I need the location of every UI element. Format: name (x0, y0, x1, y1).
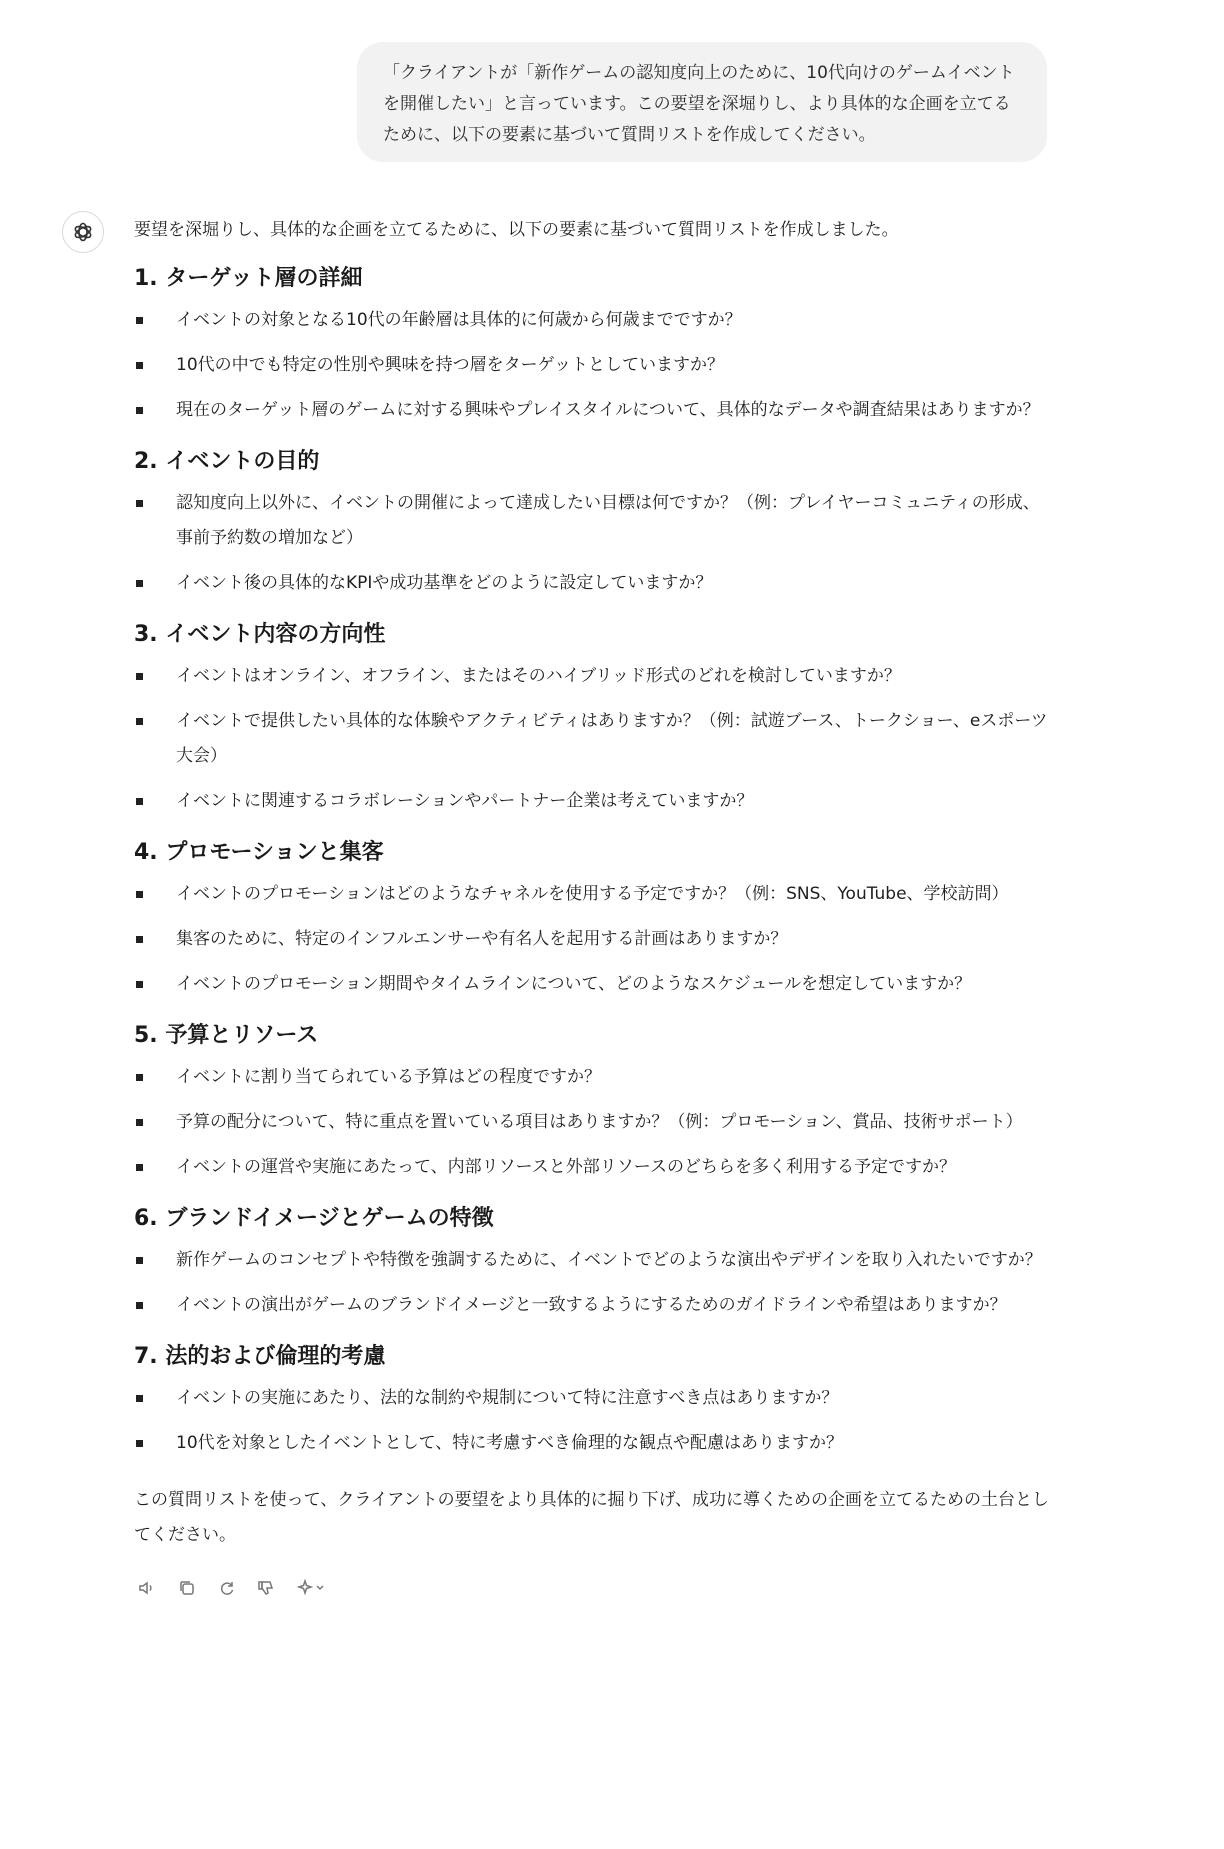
list-item: 予算の配分について、特に重点を置いている項目はありますか？（例：プロモーション、賞品、技術サポート） (134, 1105, 1054, 1140)
list-item: 集客のために、特定のインフルエンサーや有名人を起用する計画はありますか？ (134, 922, 1054, 957)
list-item: 認知度向上以外に、イベントの開催によって達成したい目標は何ですか？（例：プレイヤーコミュニティの形成、事前予約数の増加など） (134, 486, 1054, 556)
user-message-text: 「クライアントが「新作ゲームの認知度向上のために、10代向けのゲームイベントを開催したい」と言っています。この要望を深堀りし、より具体的な企画を立てるために、以下の要素に基づいて質問リストを作成してください。 (383, 63, 1015, 145)
section-brand (134, 1203, 1054, 1323)
model-switch-icon (296, 1578, 326, 1598)
copy-button[interactable] (174, 1575, 200, 1601)
copy-icon (177, 1578, 197, 1598)
list-item: イベントの演出がゲームのブランドイメージと一致するようにするためのガイドラインや希望はありますか？ (134, 1288, 1054, 1323)
section-purpose (134, 446, 1054, 601)
thumbs-down-button[interactable] (254, 1575, 280, 1601)
openai-logo-icon (71, 220, 95, 244)
user-message-bubble (357, 42, 1047, 162)
list-item: イベントの運営や実施にあたって、内部リソースと外部リソースのどちらを多く利用する予定ですか？ (134, 1150, 1054, 1185)
section-heading: 2. イベントの目的 (134, 449, 320, 474)
section-heading: 1. ターゲット層の詳細 (134, 266, 363, 291)
read-aloud-button[interactable] (134, 1575, 160, 1601)
list-item: イベントはオンライン、オフライン、またはそのハイブリッド形式のどれを検討していますか？ (134, 659, 1054, 694)
assistant-message (134, 215, 1054, 1601)
section-legal (134, 1341, 1054, 1461)
section-heading: 5. 予算とリソース (134, 1023, 319, 1048)
section-promotion (134, 837, 1054, 1002)
regenerate-icon (217, 1578, 237, 1598)
section-content (134, 619, 1054, 819)
model-switch-button[interactable] (294, 1575, 328, 1601)
assistant-avatar (62, 211, 104, 253)
section-target (134, 263, 1054, 428)
section-heading: 6. ブランドイメージとゲームの特徴 (134, 1206, 494, 1231)
assistant-intro: 要望を深堀りし、具体的な企画を立てるために、以下の要素に基づいて質問リストを作成しました。 (134, 220, 899, 240)
thumbs-down-icon (257, 1578, 277, 1598)
section-heading: 4. プロモーションと集客 (134, 840, 384, 865)
list-item: イベントに関連するコラボレーションやパートナー企業は考えていますか？ (134, 784, 1054, 819)
list-item: イベントのプロモーション期間やタイムラインについて、どのようなスケジュールを想定していますか？ (134, 967, 1054, 1002)
section-budget (134, 1020, 1054, 1185)
list-item: 10代を対象としたイベントとして、特に考慮すべき倫理的な観点や配慮はありますか？ (134, 1426, 1054, 1461)
list-item: イベントで提供したい具体的な体験やアクティビティはありますか？（例：試遊ブース、トークショー、eスポーツ大会） (134, 704, 1054, 774)
section-heading: 3. イベント内容の方向性 (134, 622, 386, 647)
speaker-icon (137, 1578, 157, 1598)
list-item: 新作ゲームのコンセプトや特徴を強調するために、イベントでどのような演出やデザインを取り入れたいですか？ (134, 1243, 1054, 1278)
list-item: イベントのプロモーションはどのようなチャネルを使用する予定ですか？（例：SNS、YouTube、学校訪問） (134, 877, 1054, 912)
list-item: 現在のターゲット層のゲームに対する興味やプレイスタイルについて、具体的なデータや調査結果はありますか？ (134, 393, 1054, 428)
assistant-closing: この質問リストを使って、クライアントの要望をより具体的に掘り下げ、成功に導くための企画を立てるための土台としてください。 (134, 1490, 1049, 1545)
message-actions (134, 1575, 1054, 1601)
list-item: 10代の中でも特定の性別や興味を持つ層をターゲットとしていますか？ (134, 348, 1054, 383)
list-item: イベントの対象となる10代の年齢層は具体的に何歳から何歳までですか？ (134, 303, 1054, 338)
list-item: イベントの実施にあたり、法的な制約や規制について特に注意すべき点はありますか？ (134, 1381, 1054, 1416)
regenerate-button[interactable] (214, 1575, 240, 1601)
section-heading: 7. 法的および倫理的考慮 (134, 1344, 386, 1369)
list-item: イベントに割り当てられている予算はどの程度ですか？ (134, 1060, 1054, 1095)
list-item: イベント後の具体的なKPIや成功基準をどのように設定していますか？ (134, 566, 1054, 601)
